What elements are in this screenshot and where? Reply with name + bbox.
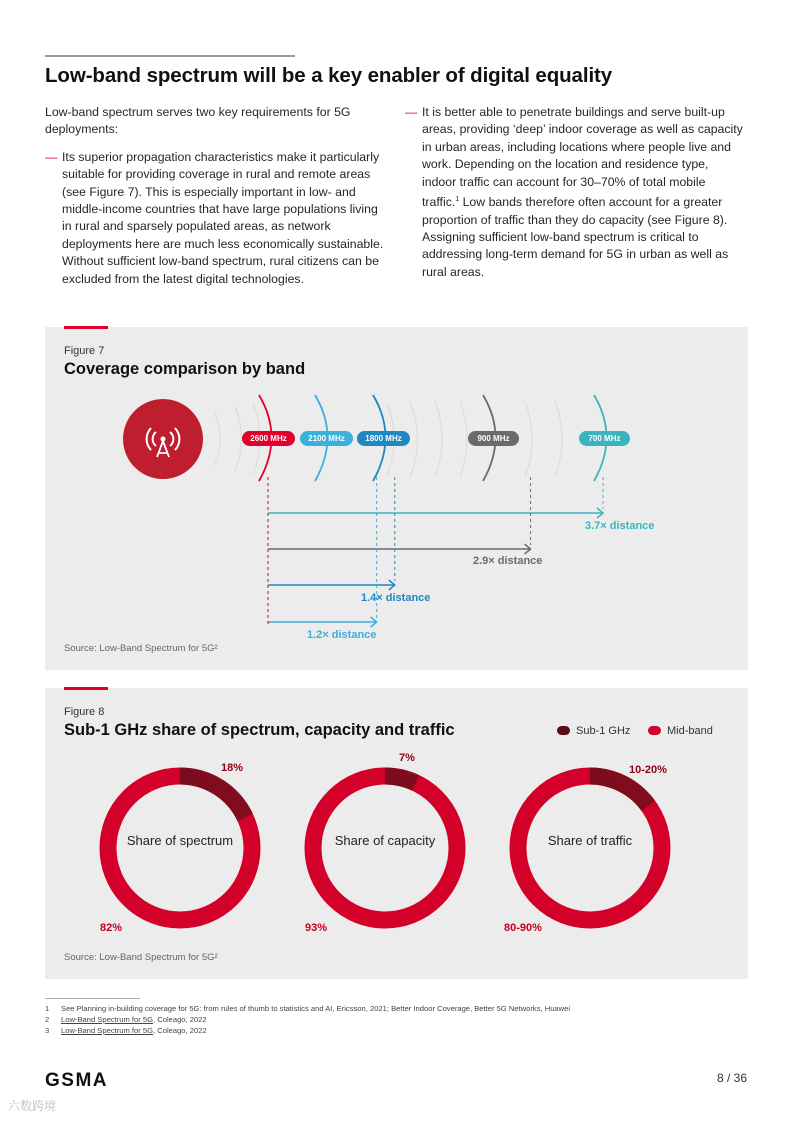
figure-8-title: Sub-1 GHz share of spectrum, capacity and traffic [64,721,455,739]
band-pill-2100: 2100 MHz [300,431,353,446]
footnote-2 [45,1015,207,1024]
donut-sub1-pct-spectrum: 18% [221,762,244,774]
footnote-text: See Planning in-building coverage for 5G: from rules of thumb to statistics and AI, Ericsson, 2021; Better Indoor Coverage, Better 5G Networks, Huawei [61,1004,571,1013]
legend-label-sub1: Sub-1 GHz [576,725,631,737]
band-pill-900: 900 MHz [468,431,519,446]
figure-7-panel [45,327,748,670]
distance-label-1800: 1.4× distance [361,592,431,604]
left-bullet-text: Its superior propagation characteristics make it particularly suitable for providing coverage in rural and remote areas (see Figure 7). This is especially important in low- and middle-income countries that have large populations living in rural and sparsely populated areas, as network deployments here are much less economically sustainable. Without sufficient low-band spectrum, rural citizens can be excluded from the latest digital technologies. [62,149,384,286]
page-title: Low-band spectrum will be a key enabler of digital equality [45,64,613,87]
page-total: 36 [733,1071,747,1085]
left-bullet [45,149,390,288]
legend-label-mid: Mid-band [667,725,713,737]
distance-arrows [268,477,603,627]
cell-tower-icon [123,399,203,479]
donut-mid-pct-capacity: 93% [305,922,328,934]
distance-label-2100: 1.2× distance [307,629,377,641]
footnote-1 [45,1004,570,1013]
page-current: 8 [716,1071,724,1085]
heading-rule [45,55,295,57]
footnote-link[interactable]: Low-Band Spectrum for 5G [61,1015,154,1024]
left-intro: Low-band spectrum serves two key requirements for 5G deployments: [45,105,351,137]
donut-center-spectrum: Share of spectrum [126,833,234,848]
footnote-text: , Coleago, 2022 [153,1015,207,1024]
right-bullet-text-1: It is better able to penetrate buildings and serve built-up areas, providing ‘deep’ indoor coverage as well as capacity in urban areas, including locations where people live and work. Depending on the location and residence type, indoor traffic can account for 30–70% of total mobile traffic. [422,105,743,210]
figure-8-source: Source: Low-Band Spectrum for 5G² [64,952,218,963]
figure-7-title: Coverage comparison by band [64,360,306,378]
right-bullet-text-2: Low bands therefore often account for a greater proportion of traffic than they do capacity (see Figure 8). Assigning sufficient low-band spectrum is critical to addressing long-term demand for 5G in urban as well as rural areas. [422,195,729,279]
donut-center-capacity: Share of capacity [334,833,436,848]
coverage-diagram [45,327,748,670]
donut-center-traffic: Share of traffic [547,833,633,848]
band-pill-1800: 1800 MHz [357,431,410,446]
footnote-number: 3 [45,1026,50,1035]
page-number [717,1071,747,1085]
bullet-dash-icon: — [45,149,58,164]
figure-7-source: Source: Low-Band Spectrum for 5G² [64,643,218,654]
distance-label-900: 2.9× distance [473,555,543,567]
donut-sub1-pct-traffic: 10-20% [629,764,667,776]
donut-mid-pct-traffic: 80-90% [504,922,542,934]
band-pill-2600: 2600 MHz [242,431,295,446]
left-column [45,104,390,288]
page-separator: / [723,1071,734,1085]
figure-8-panel [45,688,748,979]
footnote-number: 2 [45,1015,50,1024]
footnote-rule [45,998,140,999]
footnote-link[interactable]: Low-Band Spectrum for 5G [61,1026,154,1035]
watermark: 六数跨境 [8,1099,57,1113]
bullet-dash-icon: — [405,105,418,119]
gsma-logo: GSMA [45,1070,108,1091]
footnote-3 [45,1026,207,1035]
distance-label-700: 3.7× distance [585,520,655,532]
footnote-number: 1 [45,1004,50,1013]
figure-7-label: Figure 7 [64,345,105,357]
donut-mid-pct-spectrum: 82% [100,922,123,934]
donut-sub1-pct-capacity: 7% [399,752,415,764]
band-pill-700: 700 MHz [579,431,630,446]
right-bullet [405,104,743,281]
right-column [405,104,743,281]
figure-8-label: Figure 8 [64,706,105,718]
footnote-text: , Coleago, 2022 [153,1026,207,1035]
footnote-ref[interactable]: 1 [455,196,460,204]
